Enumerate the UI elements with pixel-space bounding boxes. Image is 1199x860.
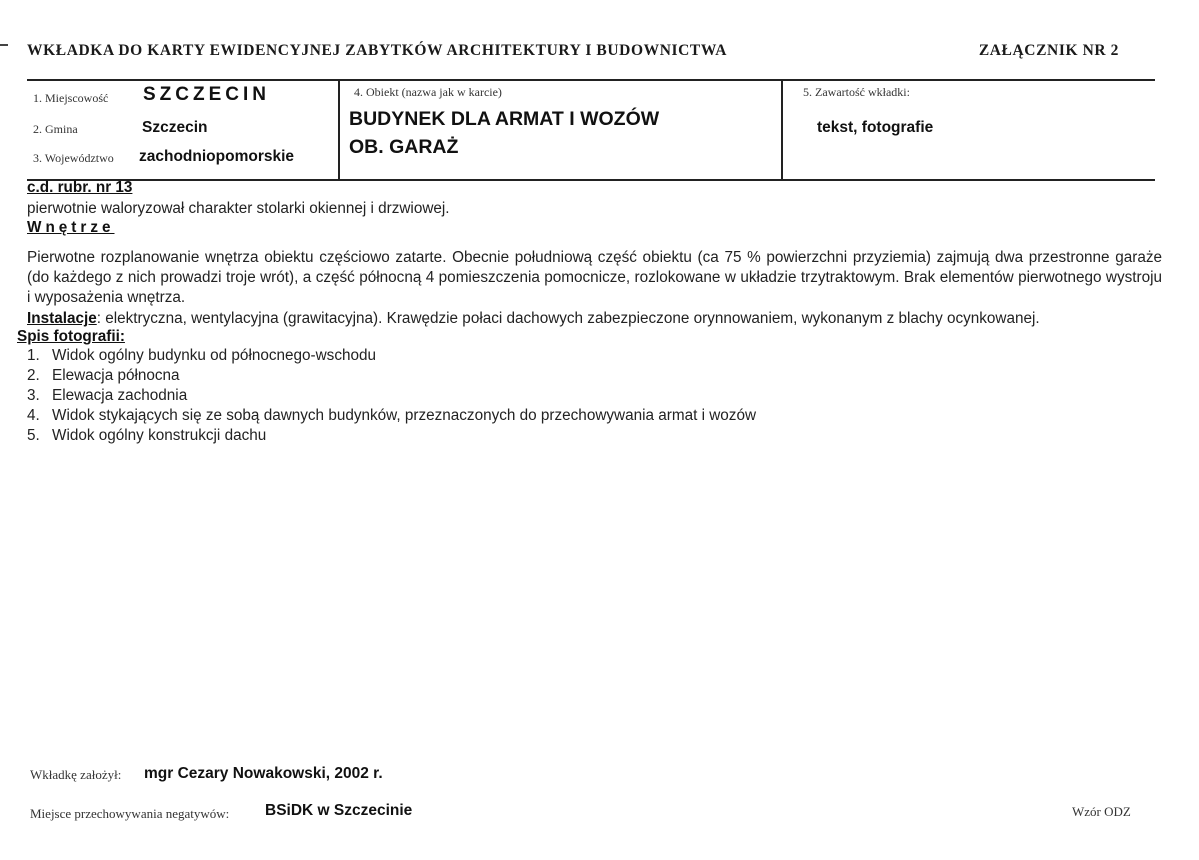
photo-list-item: 3. Elewacja zachodnia (27, 387, 188, 404)
installations-text: : elektryczna, wentylacyjna (grawitacyjna). Krawędzie połaci dachowych zabezpieczone orynnowaniem, wykonanym z blachy ocynkowanej. (96, 310, 1040, 327)
continuation-text: pierwotnie waloryzował charakter stolarki okiennej i drzwiowej. (27, 200, 450, 217)
author-value: mgr Cezary Nowakowski, 2002 r. (144, 765, 383, 782)
object-name-line1: BUDYNEK DLA ARMAT I WOZÓW (349, 108, 660, 130)
interior-heading: Wnętrze (27, 219, 115, 236)
annex-number: ZAŁĄCZNIK NR 2 (978, 42, 1119, 59)
voivodeship-label: 3. Województwo (33, 151, 114, 165)
installations-heading: Instalacje (27, 310, 97, 327)
object-name-line2: OB. GARAŻ (349, 136, 459, 158)
document-title: WKŁADKA DO KARTY EWIDENCYJNEJ ZABYTKÓW ARCHITEKTURY I BUDOWNICTWA (27, 42, 728, 59)
contents-value: tekst, fotografie (817, 119, 934, 136)
author-label: Wkładkę założył: (30, 767, 122, 782)
negatives-storage-label: Miejsce przechowywania negatywów: (30, 806, 230, 821)
voivodeship-value: zachodniopomorskie (139, 148, 295, 165)
interior-text: Pierwotne rozplanowanie wnętrza obiektu częściowo zatarte. Obecnie południową część obiektu (ca 75 % powierzchni przyziemia) zajmują dwa przestronne garaże (do każdego z nich prowadzi troje wrót), a część północną 4 pomieszczenia pomocnicze, rozlokowane w układzie trzytraktowym. Brak elementów pierwotnego wystroju i wyposażenia wnętrza. (27, 249, 1162, 306)
column-divider-1 (338, 81, 340, 179)
commune-value: Szczecin (142, 119, 208, 136)
column-divider-2 (781, 81, 783, 179)
form-code: Wzór ODZ (1072, 804, 1131, 819)
object-label: 4. Obiekt (nazwa jak w karcie) (354, 85, 502, 99)
photo-list-item: 5. Widok ogólny konstrukcji dachu (27, 427, 267, 444)
photo-list-item: 2. Elewacja północna (27, 367, 180, 384)
commune-label: 2. Gmina (33, 122, 78, 136)
continuation-heading: c.d. rubr. nr 13 (27, 179, 133, 196)
document-header (27, 42, 1157, 64)
identification-box (27, 79, 1155, 181)
scan-edge-mark (0, 44, 8, 46)
installations-paragraph (27, 309, 1162, 329)
negatives-storage-value: BSiDK w Szczecinie (265, 802, 413, 819)
photo-list-item: 4. Widok stykających się ze sobą dawnych budynków, przeznaczonych do przechowywania armat i wozów (27, 407, 756, 424)
contents-label: 5. Zawartość wkładki: (803, 85, 910, 99)
photo-list (27, 346, 756, 446)
locality-label: 1. Miejscowość (33, 91, 109, 105)
photo-list-item: 1. Widok ogólny budynku od północnego-wschodu (27, 347, 376, 364)
locality-value: SZCZECIN (143, 84, 270, 105)
photos-heading: Spis fotografii: (17, 328, 125, 345)
